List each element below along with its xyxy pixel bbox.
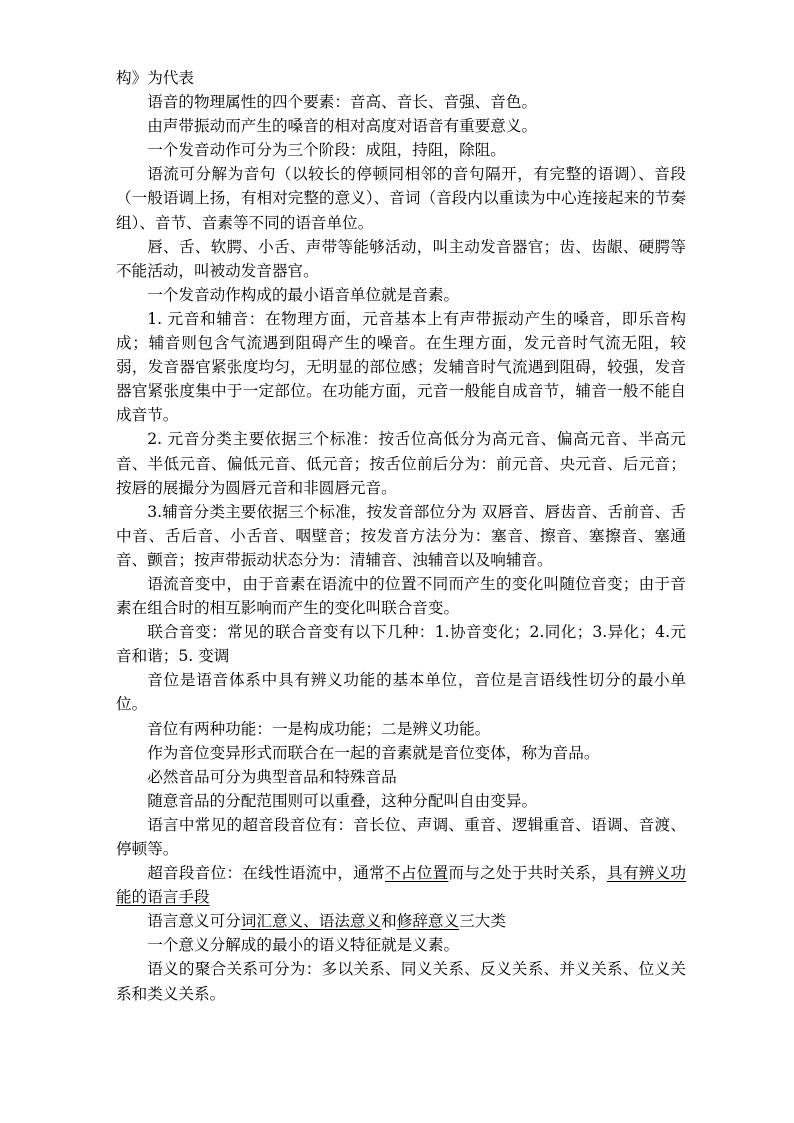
paragraph — [116, 572, 686, 620]
paragraph-text: 由声带振动而产生的嗓音的相对高度对语音有重要意义。 — [147, 117, 538, 136]
paragraph-text: 作为音位变异形式而联合在一起的音素就是音位变体，称为音品。 — [147, 743, 600, 762]
paragraph — [116, 307, 686, 427]
underlined-text: 修辞意义 — [396, 912, 460, 931]
paragraph-text: 音位有两种功能：一是构成功能；二是辨义功能。 — [147, 719, 491, 738]
paragraph — [116, 66, 686, 90]
paragraph — [116, 500, 686, 572]
paragraph — [116, 741, 686, 765]
paragraph-text: 超音段音位：在线性语流中，通常 — [147, 864, 385, 883]
paragraph-text: 语言中常见的超音段音位有：音长位、声调、重音、逻辑重音、语调、音渡、停顿等。 — [116, 815, 686, 858]
paragraph-text: 2. 元音分类主要依据三个标准：按舌位高低分为高元音、偏高元音、半高元音、半低元音、偏低元音、低元音；按舌位前后分为：前元音、央元音、后元音；按唇的展撮分为圆唇元音和非圆唇元音。 — [116, 430, 686, 497]
paragraph-text: 一个意义分解成的最小的语义特征就是义素。 — [147, 936, 460, 955]
paragraph-text: 一个发音动作可分为三个阶段：成阻，持阻，除阻。 — [147, 141, 506, 160]
paragraph-text: 而与之处于共时关系， — [448, 864, 607, 883]
paragraph — [116, 957, 686, 1005]
paragraph-text: 构》为代表 — [116, 69, 194, 87]
paragraph-text: 语义的聚合关系可分为：多以关系、同义关系、反义关系、并义关系、位义关系和类义关系。 — [116, 960, 686, 1003]
paragraph — [116, 861, 686, 909]
underlined-text: 不占位置 — [385, 864, 449, 883]
paragraph-text: 语音的物理属性的四个要素：音高、音长、音强、音色。 — [147, 93, 538, 112]
paragraph — [116, 933, 686, 957]
paragraph-text: 音位是语音体系中具有辨义功能的基本单位，音位是言语线性切分的最小单位。 — [116, 671, 686, 714]
paragraph — [116, 90, 686, 114]
paragraph-text: 3.辅音分类主要依据三个标准，按发音部位分为 双唇音、唇齿音、舌前音、舌中音、舌后音、小舌音、咽壁音；按发音方法分为：塞音、擦音、塞擦音、塞通音、颤音；按声带振动状态分为：清辅音、浊辅音以及响辅音。 — [116, 502, 686, 569]
paragraph — [116, 620, 686, 668]
paragraph-text: 语言意义可分 — [147, 912, 241, 931]
paragraph-text: 随意音品的分配范围则可以重叠，这种分配叫自由变异。 — [147, 791, 538, 810]
paragraph — [116, 717, 686, 741]
paragraph — [116, 162, 686, 234]
paragraph-text: 唇、舌、软腭、小舌、声带等能够活动，叫主动发音器官；齿、齿龈、硬腭等不能活动，叫被动发音器官。 — [116, 237, 686, 280]
paragraph — [116, 138, 686, 162]
paragraph — [116, 114, 686, 138]
paragraph — [116, 813, 686, 861]
underlined-text: 具有辨义功能的语言手段 — [116, 864, 686, 907]
paragraph-text: 三大类 — [459, 912, 506, 931]
paragraph-text: 语流可分解为音句（以较长的停顿同相邻的音句隔开，有完整的语调）、音段（一般语调上扬，有相对完整的意义）、音词（音段内以重读为中心连接起来的节奏组）、音节、音素等不同的语音单位。 — [116, 165, 686, 232]
paragraph — [116, 668, 686, 716]
paragraph — [116, 235, 686, 283]
paragraph — [116, 909, 686, 933]
document-body — [116, 66, 686, 1006]
paragraph-text: 语流音变中，由于音素在语流中的位置不同而产生的变化叫随位音变；由于音素在组合时的相互影响而产生的变化叫联合音变。 — [116, 574, 686, 618]
paragraph-text: 和 — [381, 912, 397, 931]
paragraph — [116, 765, 686, 789]
paragraph — [116, 427, 686, 499]
paragraph-text: 一个发音动作构成的最小语音单位就是音素。 — [147, 285, 460, 304]
underlined-text: 词汇意义、语法意义 — [240, 912, 382, 931]
paragraph-text: 1. 元音和辅音：在物理方面，元音基本上有声带振动产生的嗓音，即乐音构成；辅音则包含气流遇到阻碍产生的噪音。在生理方面，发元音时气流无阻，较弱，发音器官紧张度均匀，无明显的部位感；发辅音时气流遇到阻碍，较强，发音器官紧张度集中于一定部位。在功能方面，元音一般能自成音节，辅音一般不能自成音节。 — [116, 309, 686, 425]
paragraph — [116, 283, 686, 307]
paragraph-text: 必然音品可分为典型音品和特殊音品 — [147, 767, 397, 786]
paragraph-text: 联合音变：常见的联合音变有以下几种：1.协音变化；2.同化；3.异化；4.元音和谐；5. 变调 — [116, 623, 686, 666]
paragraph — [116, 789, 686, 813]
